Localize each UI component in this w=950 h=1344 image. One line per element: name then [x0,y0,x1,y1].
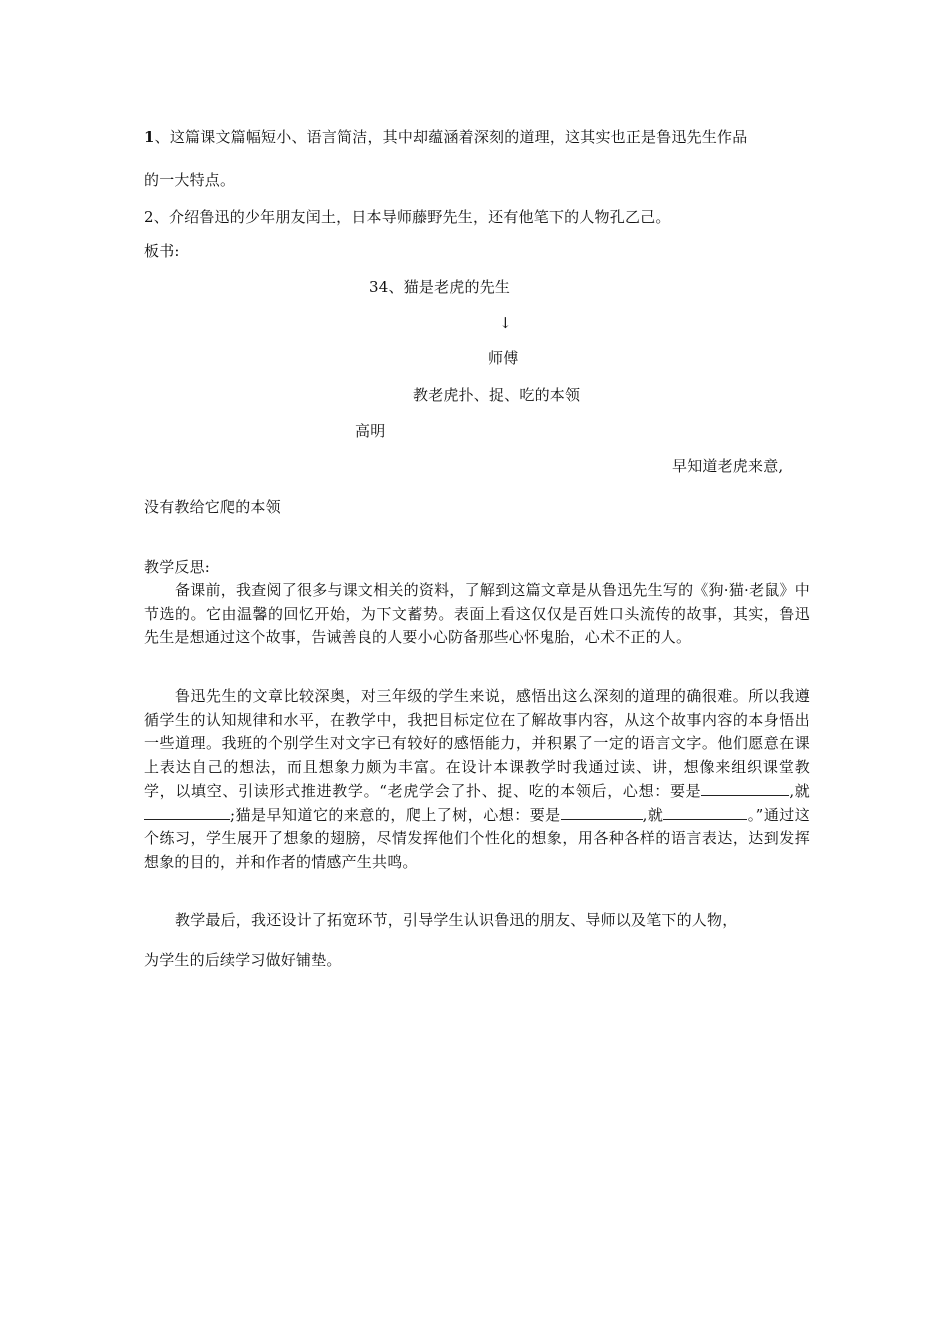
reflection-paragraph-3-line-2: 为学生的后续学习做好铺垫。 [144,951,342,969]
reflection-paragraph-3-line-1: 教学最后，我还设计了拓宽环节，引导学生认识鲁迅的朋友、导师以及笔下的人物， [175,911,738,929]
fill-in-blank [144,805,230,820]
paragraph-2-text-d: ,就 [642,805,664,824]
point-1-text: 、这篇课文篇幅短小、语言简洁，其中却蕴涵着深刻的道理，这其实也正是鲁迅先生作品 [154,128,748,146]
point-2-text: 2、介绍鲁迅的少年朋友闰土，日本导师藤野先生，还有他笔下的人物孔乙己。 [144,208,671,226]
board-role: 师傅 [488,349,519,367]
board-teach-skills: 教老虎扑、捉、吃的本领 [413,386,581,404]
paragraph-2-text-a: 鲁迅先生的文章比较深奥，对三年级的学生来说，感悟出这么深刻的道理的确很难。所以我遵循学生的认知规律和水平，在教学中，我把目标定位在了解故事内容，从这个故事内容的本身悟出一些道理。我班的个别学生对文字已有较好的感悟能力，并积累了一定的语言文字。他们愿意在课上表达自己的想法，而且想象力颇为丰富。在设计本课教学时我通过读、讲，想像来组织课堂教学，以填空、引读形式推进教学。“老虎学会了扑、捉、吃的本领后，心想：要是 [144,687,810,800]
paragraph-2-text-b: ,就 [789,781,810,800]
paragraph-2-text-c: ;猫是早知道它的来意的，爬上了树，心想：要是 [230,805,561,824]
board-clever: 高明 [355,422,386,440]
point-1-number: 1 [144,128,155,146]
board-not-taught: 没有教给它爬的本领 [144,498,281,516]
reflection-heading: 教学反思: [144,558,211,576]
board-title: 34、猫是老虎的先生 [369,278,511,296]
reflection-paragraph-1: 备课前，我查阅了很多与课文相关的资料，了解到这篇文章是从鲁迅先生写的《狗·猫·老鼠》中节选的。它由温馨的回忆开始，为下文蓄势。表面上看这仅仅是百姓口头流传的故事，其实，鲁迅先生是想通过这个故事，告诫善良的人要小心防备那些心怀鬼胎，心术不正的人。 [144,581,810,647]
fill-in-blank [701,781,789,796]
reflection-paragraph-2 [144,685,810,875]
point-1-line [144,127,747,147]
point-1-continuation: 的一大特点。 [144,171,236,189]
fill-in-blank [561,805,643,820]
down-arrow-icon: ↓ [499,314,512,332]
fill-in-blank [663,805,747,820]
paragraph-2-text-e: 。”通过这个练习，学生展开了想象的翅膀，尽情发挥他们个性化的想象，用各种各样的语言表达，达到发挥想象的目的，并和作者的情感产生共鸣。 [144,805,810,871]
board-foresee: 早知道老虎来意, [672,457,784,475]
board-label: 板书: [144,242,180,260]
